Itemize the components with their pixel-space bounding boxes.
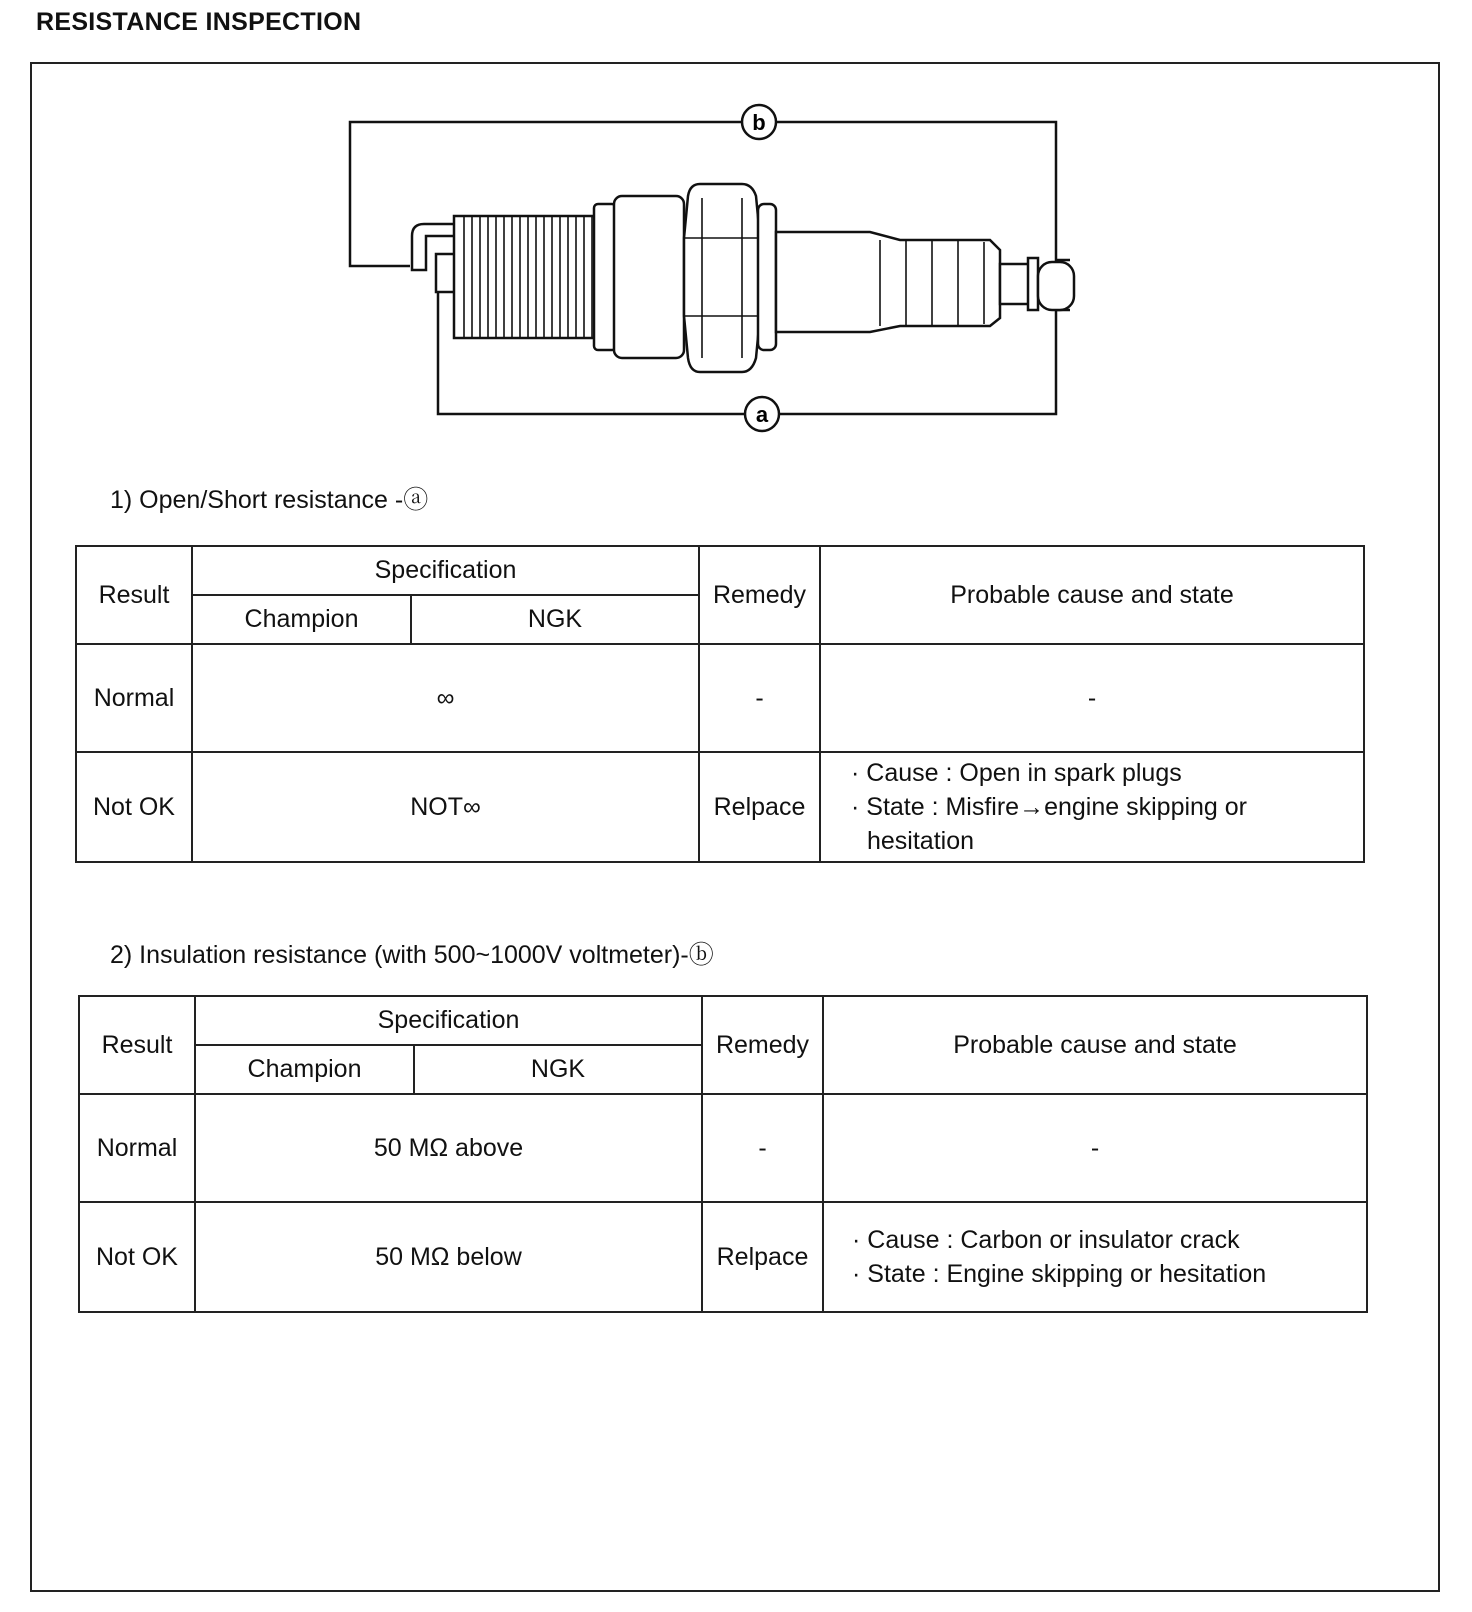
table-row: [79, 1202, 1367, 1312]
header-remedy: Remedy: [699, 546, 820, 644]
result-cell: Not OK: [79, 1202, 195, 1312]
label-b-text: b: [752, 110, 766, 135]
insulation-resistance-table: [78, 995, 1368, 1313]
spark-plug-diagram: [340, 100, 1100, 445]
table-row: [76, 752, 1364, 862]
header-result: Result: [79, 996, 195, 1094]
cause-cell: -: [823, 1094, 1367, 1202]
state-line: · State : Misfire→engine skipping or hesitation: [851, 793, 1248, 855]
state-line: · State : Engine skipping or hesitation: [852, 1260, 1267, 1288]
header-specification: Specification: [195, 996, 702, 1045]
header-result: Result: [76, 546, 192, 644]
header-remedy: Remedy: [702, 996, 823, 1094]
header-probable-cause: Probable cause and state: [820, 546, 1364, 644]
header-ngk: NGK: [411, 595, 699, 644]
remedy-cell: Relpace: [699, 752, 820, 862]
cause-cell: [823, 1202, 1367, 1312]
cause-line: · Cause : Open in spark plugs: [851, 759, 1182, 787]
header-champion: Champion: [192, 595, 411, 644]
section-2-heading: 2) Insulation resistance (with 500~1000V voltmeter)-ⓑ: [110, 941, 714, 969]
cause-line: · Cause : Carbon or insulator crack: [852, 1226, 1240, 1254]
remedy-cell: Relpace: [702, 1202, 823, 1312]
spec-cell: 50 MΩ above: [195, 1094, 702, 1202]
header-ngk: NGK: [414, 1045, 702, 1094]
header-champion: Champion: [195, 1045, 414, 1094]
section-1-heading: 1) Open/Short resistance -ⓐ: [110, 486, 429, 514]
result-cell: Normal: [76, 644, 192, 752]
table-row: [76, 644, 1364, 752]
spec-cell: ∞: [192, 644, 699, 752]
result-cell: Not OK: [76, 752, 192, 862]
cause-cell: -: [820, 644, 1364, 752]
page-title: RESISTANCE INSPECTION: [36, 8, 362, 36]
cause-cell: [820, 752, 1364, 862]
remedy-cell: -: [699, 644, 820, 752]
result-cell: Normal: [79, 1094, 195, 1202]
spec-cell: 50 MΩ below: [195, 1202, 702, 1312]
spec-cell: NOT∞: [192, 752, 699, 862]
header-probable-cause: Probable cause and state: [823, 996, 1367, 1094]
remedy-cell: -: [702, 1094, 823, 1202]
label-a-text: a: [755, 402, 769, 427]
open-short-resistance-table: [75, 545, 1365, 863]
table-row: [79, 1094, 1367, 1202]
header-specification: Specification: [192, 546, 699, 595]
spark-plug-icon: [412, 184, 1074, 372]
